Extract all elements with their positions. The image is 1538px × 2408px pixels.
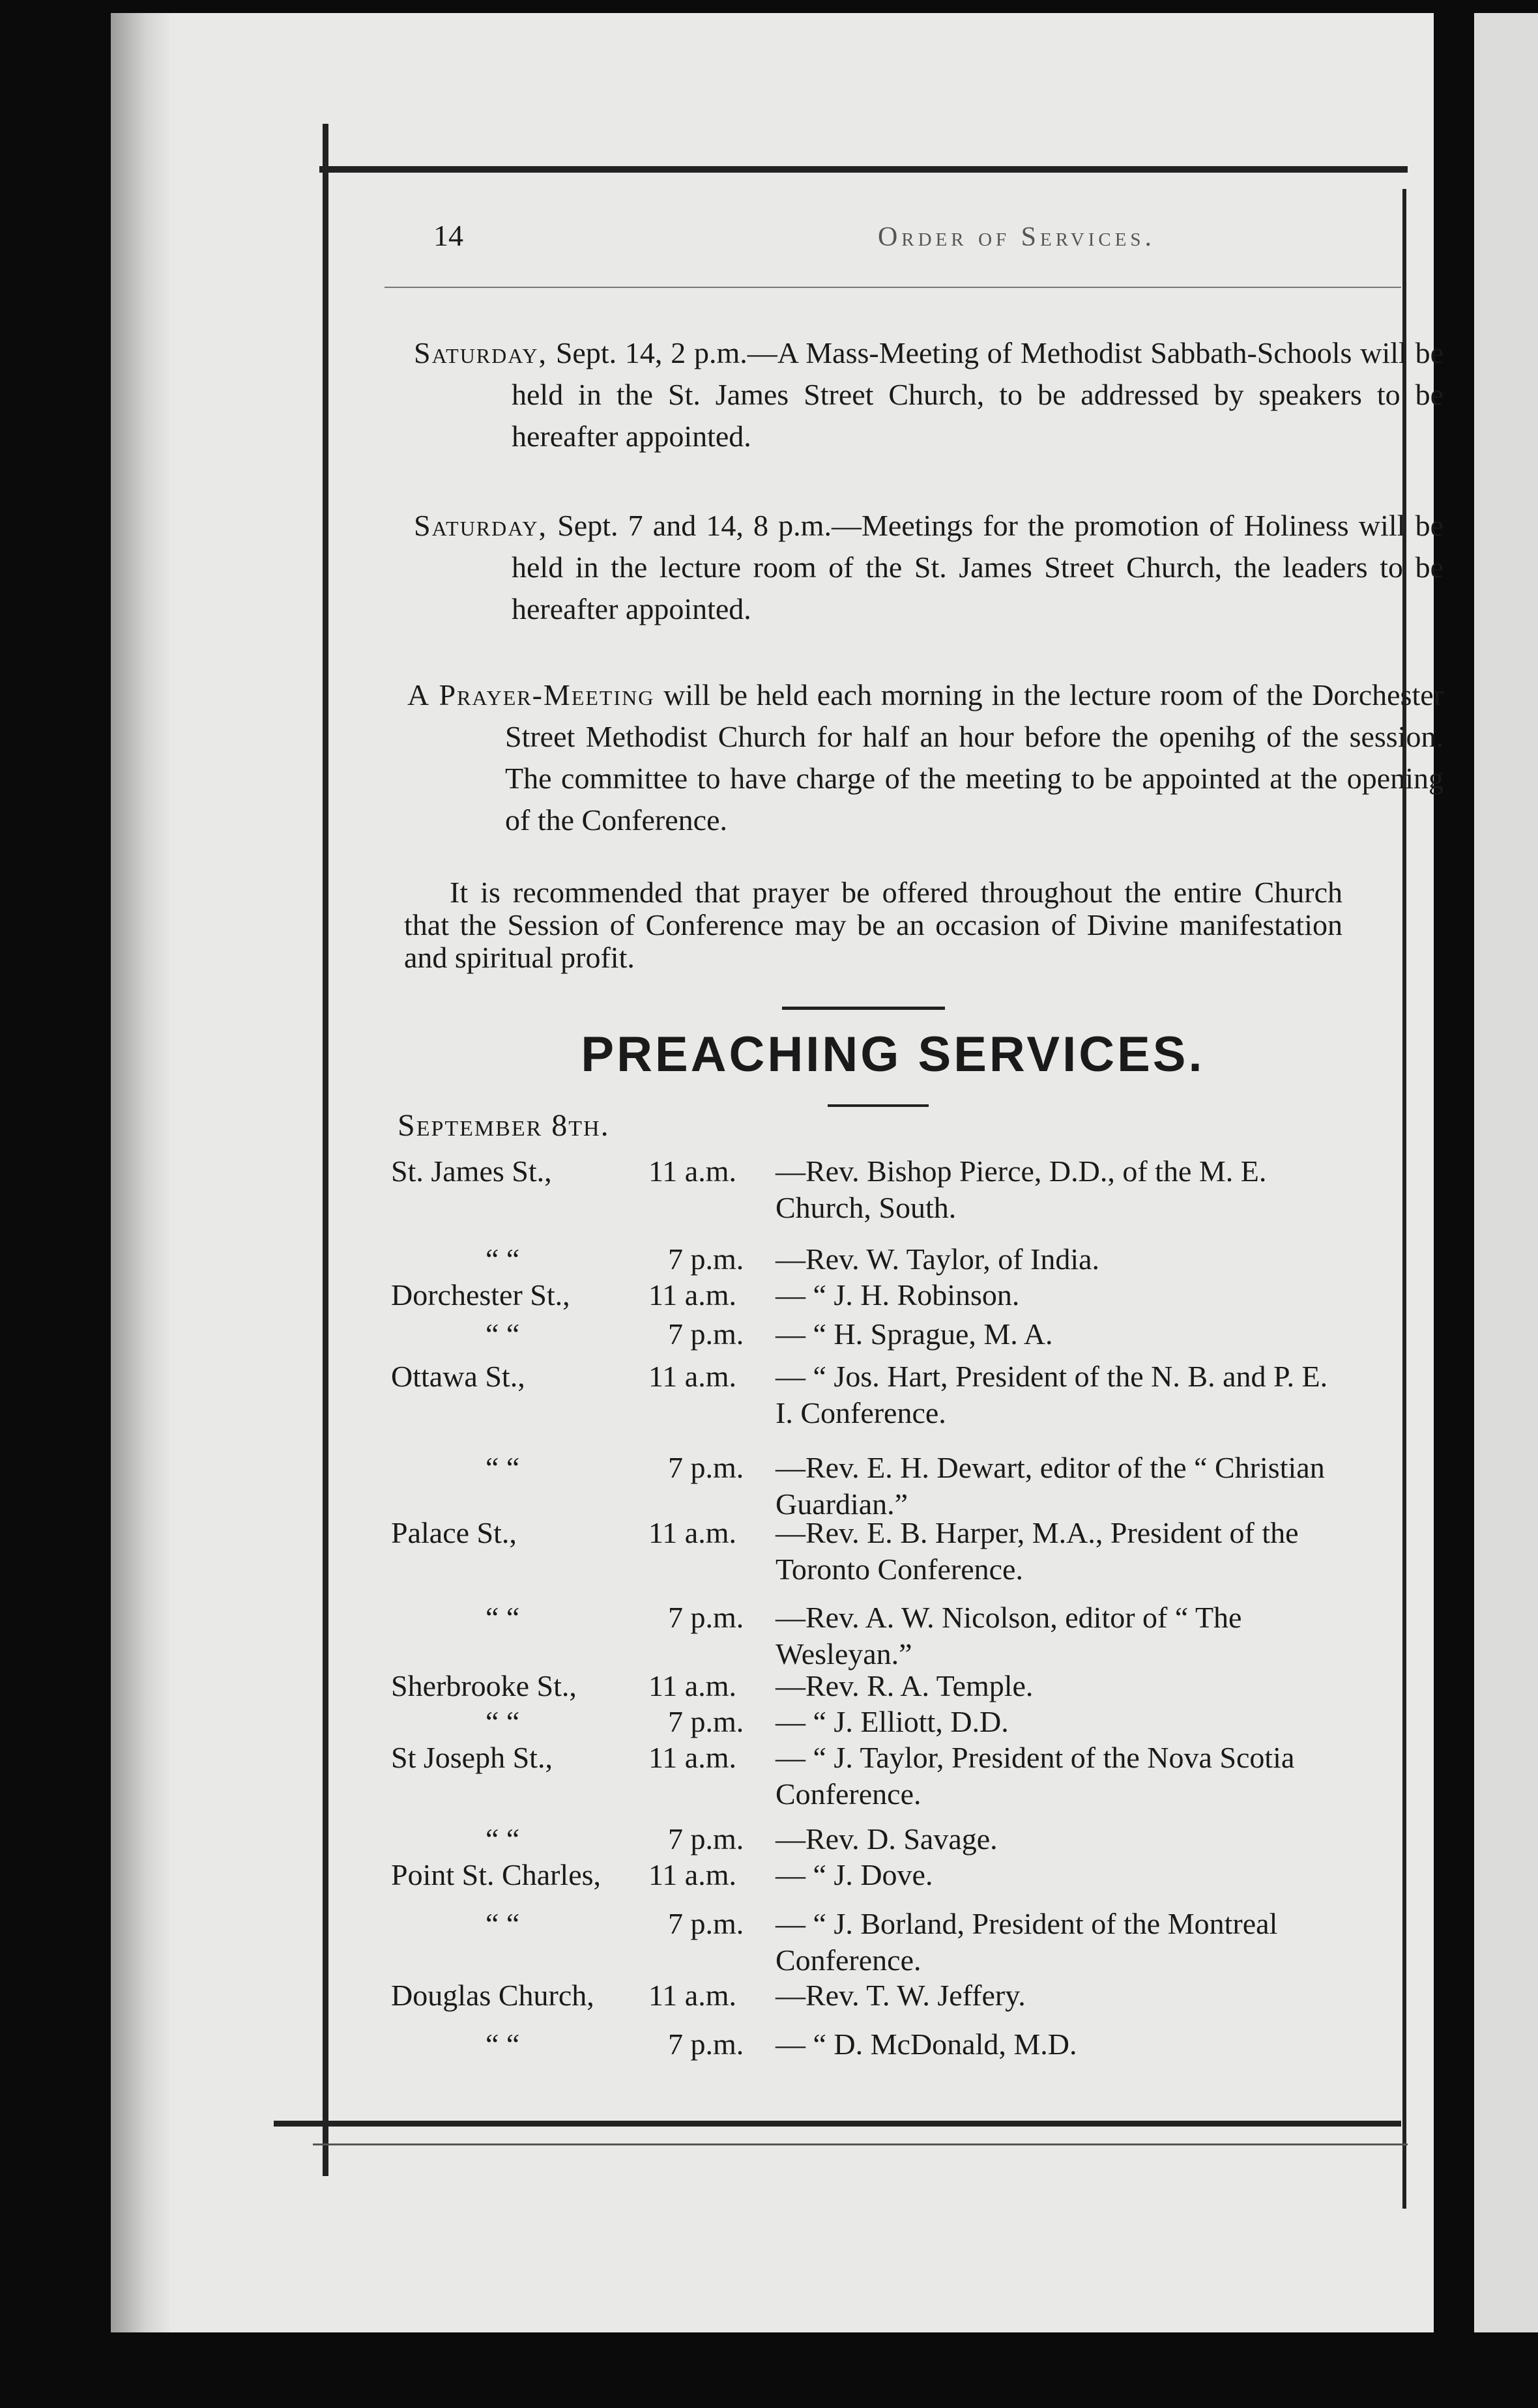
service-time: 7 p.m.	[668, 1907, 744, 1940]
notice-lead: Saturday,	[414, 509, 548, 542]
notice-text: will be held each morning in the lecture room of the Dorchester Street Methodist Church for half an hour before the openihg of the session. The committee to have charge of the meeting to be appointed at the opening of the Conference.	[505, 678, 1444, 837]
preacher: —Rev. W. Taylor, of India.	[776, 1242, 1100, 1276]
service-time: 11 a.m.	[648, 1360, 736, 1393]
service-time: 11 a.m.	[648, 1154, 736, 1188]
preacher: —Rev. A. W. Nicolson, editor of “ The Wesleyan.”	[776, 1601, 1242, 1670]
notice-text: Sept. 7 and 14, 8 p.m.—Meetings for the promotion of Holiness will be held in the lecture room of the St. James Street Church, the leaders to be hereafter appointed.	[512, 509, 1444, 625]
service-time: 11 a.m.	[648, 1979, 736, 2012]
preacher: —Rev. E. B. Harper, M.A., President of the Toronto Conference.	[776, 1516, 1299, 1586]
service-time: 7 p.m.	[668, 2028, 744, 2061]
notice-text: Sept. 14, 2 p.m.—A Mass-Meeting of Methodist Sabbath-Schools will be held in the St. James Street Church, to be addressed by speakers to be hereafter appointed.	[512, 336, 1444, 453]
notice-sabbath-schools	[414, 332, 1444, 457]
heading-underline	[828, 1104, 929, 1107]
service-date: September 8th.	[398, 1108, 610, 1143]
preacher: — “ J. H. Robinson.	[776, 1278, 1020, 1312]
ditto-mark: “ “	[486, 1907, 520, 1940]
notice-lead: A Prayer-Meeting	[407, 678, 655, 711]
preacher: — “ D. McDonald, M.D.	[776, 2028, 1077, 2061]
header-underline	[384, 287, 1401, 288]
running-head: Order of Services.	[877, 222, 1156, 252]
preacher: —Rev. Bishop Pierce, D.D., of the M. E. Church, South.	[776, 1154, 1267, 1224]
service-time: 11 a.m.	[648, 1278, 736, 1312]
church-name: St. James St.,	[391, 1154, 552, 1188]
church-name: Sherbrooke St.,	[391, 1669, 577, 1702]
service-time: 7 p.m.	[668, 1822, 744, 1856]
frame-bottom-rule-thin	[313, 2143, 1408, 2145]
ditto-mark: “ “	[486, 1705, 520, 1738]
church-name: Ottawa St.,	[391, 1360, 525, 1393]
preacher: —Rev. D. Savage.	[776, 1822, 998, 1856]
service-time: 11 a.m.	[648, 1669, 736, 1702]
preacher: — “ J. Borland, President of the Montreal Conference.	[776, 1907, 1278, 1977]
church-name: Point St. Charles,	[391, 1858, 602, 1891]
service-time: 7 p.m.	[668, 1242, 744, 1276]
notice-prayer-meeting	[407, 674, 1444, 841]
preacher: — “ Jos. Hart, President of the N. B. and P. E. I. Conference.	[776, 1360, 1328, 1429]
frame-top-rule	[319, 166, 1408, 173]
page-spine-shadow	[111, 13, 169, 2332]
church-name: Dorchester St.,	[391, 1278, 570, 1312]
preacher: — “ J. Dove.	[776, 1858, 933, 1891]
ditto-mark: “ “	[486, 2028, 520, 2061]
ditto-mark: “ “	[486, 1451, 520, 1484]
ditto-mark: “ “	[486, 1601, 520, 1634]
service-time: 7 p.m.	[668, 1451, 744, 1484]
church-name: Palace St.,	[391, 1516, 517, 1549]
ditto-mark: “ “	[486, 1822, 520, 1856]
church-name: St Joseph St.,	[391, 1741, 553, 1774]
preacher: — “ J. Taylor, President of the Nova Scotia Conference.	[776, 1741, 1295, 1811]
page-number: 14	[433, 219, 463, 252]
service-time: 7 p.m.	[668, 1317, 744, 1351]
frame-left-rule	[323, 124, 328, 2176]
preacher: —Rev. E. H. Dewart, editor of the “ Christian Guardian.”	[776, 1451, 1325, 1521]
notice-lead: Saturday,	[414, 336, 548, 369]
facing-page-edge	[1474, 13, 1538, 2332]
service-time: 11 a.m.	[648, 1858, 736, 1891]
preacher: —Rev. T. W. Jeffery.	[776, 1979, 1026, 2012]
frame-bottom-rule	[274, 2121, 1401, 2127]
preaching-services-heading: PREACHING SERVICES.	[581, 1027, 1205, 1082]
preacher: —Rev. R. A. Temple.	[776, 1669, 1034, 1702]
church-name: Douglas Church,	[391, 1979, 594, 2012]
ditto-mark: “ “	[486, 1242, 520, 1276]
frame-right-rule	[1402, 189, 1406, 2209]
ditto-mark: “ “	[486, 1317, 520, 1351]
preacher: — “ H. Sprague, M. A.	[776, 1317, 1053, 1351]
service-time: 11 a.m.	[648, 1741, 736, 1774]
section-divider	[782, 1007, 945, 1010]
preacher: — “ J. Elliott, D.D.	[776, 1705, 1009, 1738]
recommendation-paragraph: It is recommended that prayer be offered throughout the entire Church that the Session of Conference may be an occasion of Divine manifestation and spiritual profit.	[404, 876, 1342, 974]
service-time: 7 p.m.	[668, 1601, 744, 1634]
notice-holiness	[414, 505, 1444, 630]
service-time: 7 p.m.	[668, 1705, 744, 1738]
service-time: 11 a.m.	[648, 1516, 736, 1549]
